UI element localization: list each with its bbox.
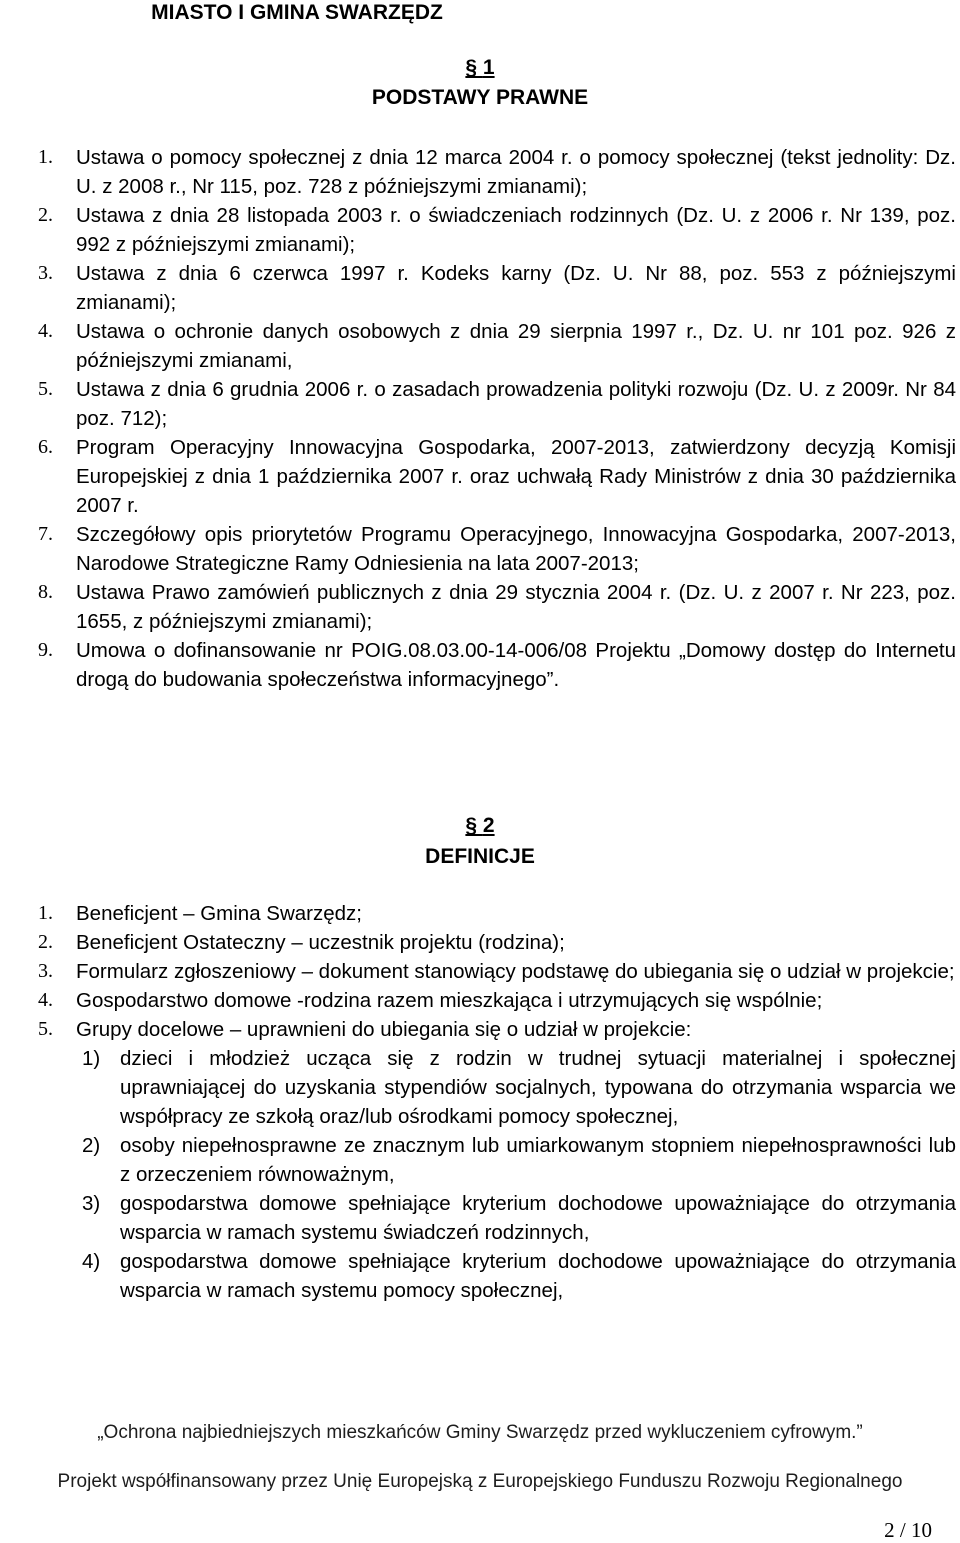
section-2-number: § 2 — [465, 814, 495, 837]
sub-list-item: 1) dzieci i młodzież ucząca się z rodzin w trudnej sytuacji materialnej i społecznej uprawniającej do uzyskania stypendiów socjalnych, typowana do otrzymania wsparcia we współpracy ze szkołą oraz/lub ośrodkami pomocy społecznej, — [82, 1047, 956, 1128]
footer-slogan: „Ochrona najbiedniejszych mieszkańców Gminy Swarzędz przed wykluczeniem cyfrowym.” — [97, 1422, 863, 1443]
section-2-title: DEFINICJE — [425, 845, 535, 868]
list-item: 5. Ustawa z dnia 6 grudnia 2006 r. o zasadach prowadzenia polityki rozwoju (Dz. U. z 2009r. Nr 84 poz. 712); — [38, 378, 956, 430]
list-item: 3. Ustawa z dnia 6 czerwca 1997 r. Kodeks karny (Dz. U. Nr 88, poz. 553 z późniejszymi zmianami); — [38, 262, 956, 314]
section-2-number-value: 2 — [482, 814, 495, 837]
list-item: 4. Gospodarstwo domowe -rodzina razem mieszkająca i utrzymujących się wspólnie; — [38, 989, 823, 1012]
target-groups-list — [76, 1044, 956, 1305]
section-1-number: § 1 — [465, 56, 495, 79]
list-item: 1. Beneficjent – Gmina Swarzędz; — [38, 902, 362, 925]
section-1-title: PODSTAWY PRAWNE — [371, 86, 589, 109]
list-item: 1. Ustawa o pomocy społecznej z dnia 12 marca 2004 r. o pomocy społecznej (tekst jednolity: Dz. U. z 2008 r., Nr 115, poz. 728 z późniejszymi zmianami); — [38, 146, 956, 198]
sub-list-item: 4) gospodarstwa domowe spełniające kryterium dochodowe upoważniające do otrzymania wsparcia w ramach systemu pomocy społecznej, — [82, 1250, 956, 1302]
list-item: 8. Ustawa Prawo zamówień publicznych z dnia 29 stycznia 2004 r. (Dz. U. z 2007 r. Nr 223, poz. 1655, z późniejszymi zmianami); — [38, 581, 956, 633]
list-item: 4. Ustawa o ochronie danych osobowych z dnia 29 sierpnia 1997 r., Dz. U. nr 101 poz. 926 z późniejszymi zmianami, — [38, 320, 956, 372]
document-title — [0, 0, 960, 26]
list-item: 3. Formularz zgłoszeniowy – dokument stanowiący podstawę do ubiegania się o udział w projekcie; — [38, 960, 955, 983]
sub-list-item: 3) gospodarstwa domowe spełniające kryterium dochodowe upoważniające do otrzymania wsparcia w ramach systemu świadczeń rodzinnych, — [82, 1192, 956, 1244]
footer-funding: Projekt współfinansowany przez Unię Europejską z Europejskiego Funduszu Rozwoju Regionalnego — [57, 1471, 903, 1492]
sub-list-item: 2) osoby niepełnosprawne ze znacznym lub umiarkowanym stopniem niepełnosprawności lub z orzeczeniem równoważnym, — [82, 1134, 956, 1186]
list-item: 5. Grupy docelowe – uprawnieni do ubiegania się o udział w projekcie: 1) dzieci i młodzież ucząca się z rodzin w trudnej sytuacji materialnej i społecznej uprawniającej do uzyskania stypendiów socjalnych, typowana do otrzymania wsparcia we współpracy ze szkołą oraz/lub ośrodkami pomocy społecznej, 2) osoby niepełnosprawne ze znacznym lub umiarkowanym stopniem niepełnosprawności lub z orzeczeniem równoważnym, 3) gospodarstwa domowe spełniające kryterium dochodowe upoważniające do otrzymania wsparcia w ramach systemu świadczeń rodzinnych, 4) gospodarstwa domowe spełniające kryterium dochodowe upoważniające do otrzymania wsparcia w ramach systemu pomocy społecznej, — [38, 1015, 956, 1305]
section-1-number-value: 1 — [482, 56, 495, 79]
page-number: 2 / 10 — [884, 1518, 932, 1542]
list-item: 7. Szczegółowy opis priorytetów Programu Operacyjnego, Innowacyjna Gospodarka, 2007-2013, Narodowe Strategiczne Ramy Odniesienia na lata 2007-2013; — [38, 523, 956, 575]
legal-basis-list — [38, 143, 956, 694]
list-item: 9. Umowa o dofinansowanie nr POIG.08.03.00-14-006/08 Projektu „Domowy dostęp do Internetu drogą do budowania społeczeństwa informacyjnego”. — [38, 639, 956, 691]
list-item: 2. Ustawa z dnia 28 listopada 2003 r. o świadczeniach rodzinnych (Dz. U. z 2006 r. Nr 139, poz. 992 z późniejszymi zmianami); — [38, 204, 956, 256]
list-item: 6. Program Operacyjny Innowacyjna Gospodarka, 2007-2013, zatwierdzony decyzją Komisji Europejskiej z dnia 1 października 2007 r. oraz uchwałą Rady Ministrów z dnia 30 października 2007 r. — [38, 436, 956, 517]
document-title-text: MIASTO I GMINA SWARZĘDZ — [151, 1, 443, 24]
list-item: 2. Beneficjent Ostateczny – uczestnik projektu (rodzina); — [38, 931, 565, 954]
definitions-list — [38, 899, 956, 1305]
